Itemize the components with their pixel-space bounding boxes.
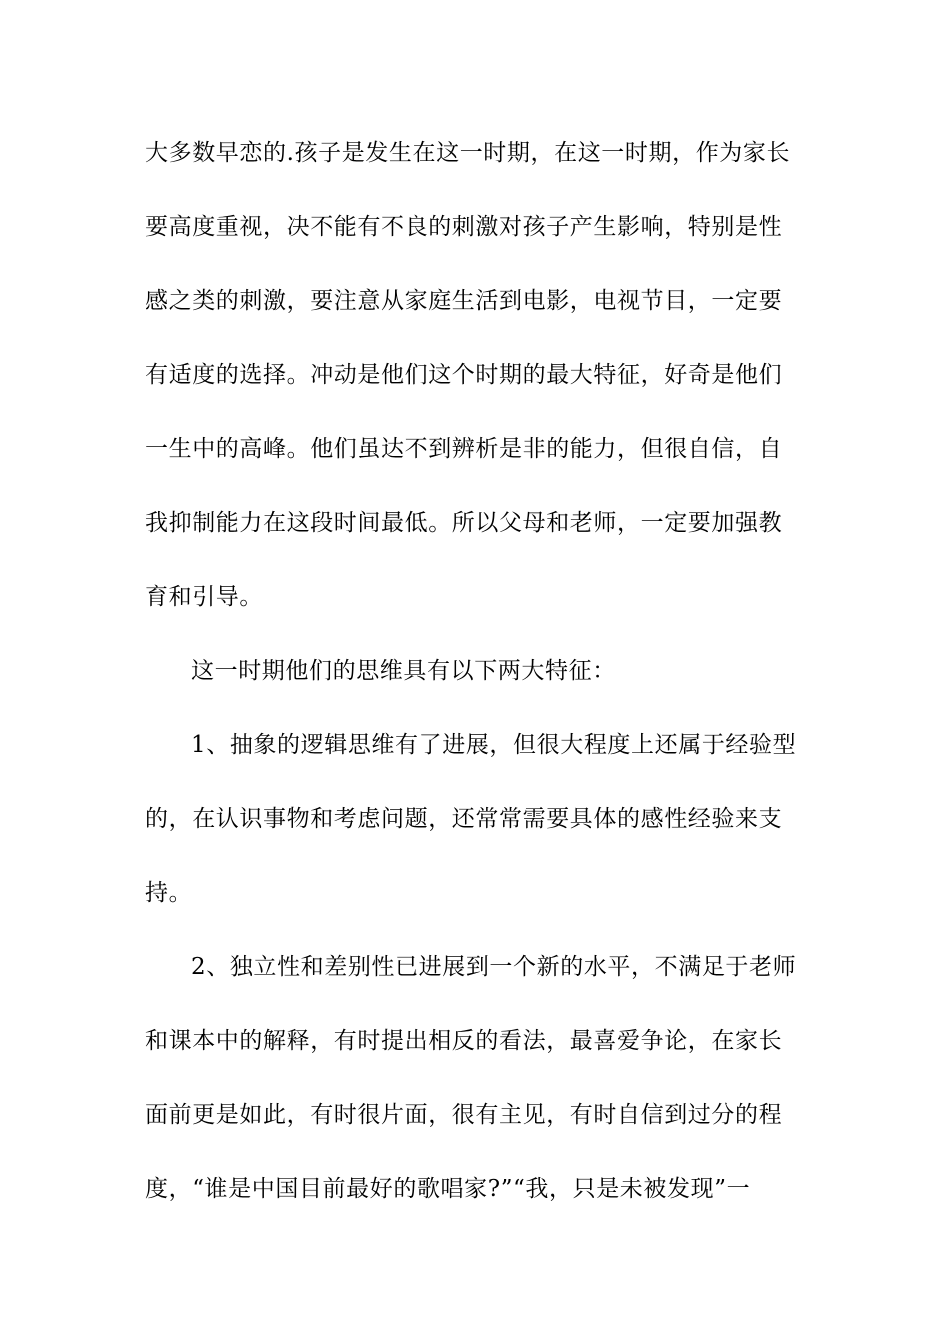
text-line: 持。 [145,880,193,906]
text-line: 大多数早恋的.孩子是发生在这一时期，在这一时期，作为家长 [145,140,791,166]
text-line: 要高度重视，决不能有不良的刺激对孩子产生影响，特别是性 [145,214,783,240]
text-line: 有适度的选择。冲动是他们这个时期的最大特征，好奇是他们 [145,362,783,388]
text-line: 育和引导。 [145,584,263,610]
text-line: 面前更是如此，有时很片面，很有主见，有时自信到过分的程 [145,1102,783,1128]
list-item-1-line: 1、抽象的逻辑思维有了进展，但很大程度上还属于经验型 [191,732,797,758]
list-item-2-line: 2、独立性和差别性已进展到一个新的水平，不满足于老师 [191,954,797,980]
body-text [145,130,825,1240]
text-line: 和课本中的解释，有时提出相反的看法，最喜爱争论，在家长 [145,1028,783,1054]
text-line: 我抑制能力在这段时间最低。所以父母和老师，一定要加强教 [145,510,783,536]
text-line: 一生中的高峰。他们虽达不到辨析是非的能力，但很自信，自 [145,436,783,462]
text-line: 度，“谁是中国目前最好的歌唱家?”“我，只是未被发现”一 [145,1176,751,1202]
text-line: 感之类的刺激，要注意从家庭生活到电影，电视节目，一定要 [145,288,783,314]
paragraph-intro-line: 这一时期他们的思维具有以下两大特征： [191,658,616,684]
text-line: 的，在认识事物和考虑问题，还常常需要具体的感性经验来支 [145,806,783,832]
